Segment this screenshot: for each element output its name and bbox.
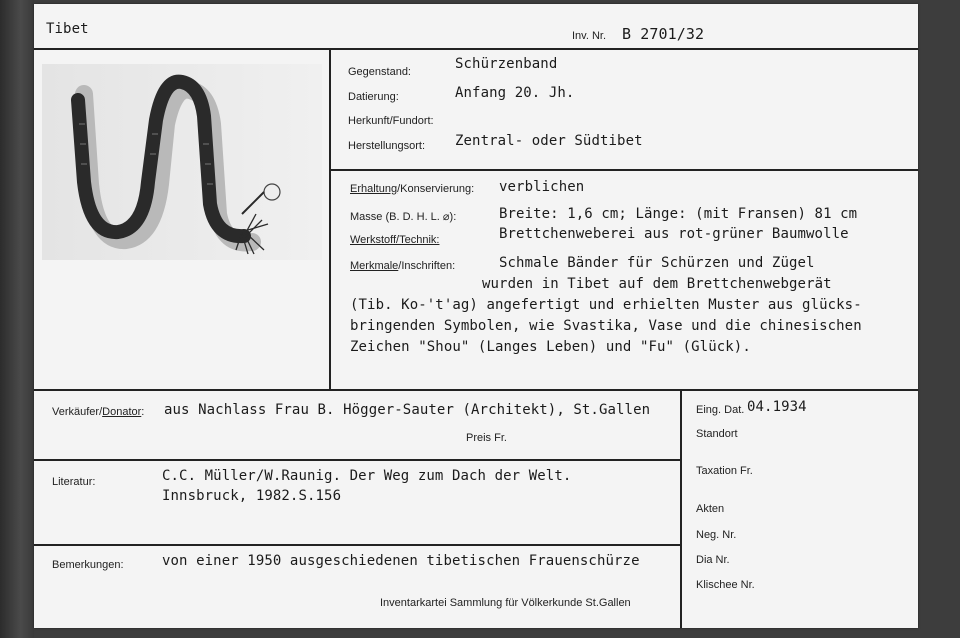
merkmale-line-1: Schmale Bänder für Schürzen und Zügel (499, 255, 815, 271)
sash-image (42, 64, 322, 260)
merkmale-label-rest: /Inschriften: (398, 260, 456, 272)
verkaeufer-value: aus Nachlass Frau B. Högger-Sauter (Architekt), St.Gallen (164, 402, 651, 418)
photo-divider (329, 48, 331, 390)
merkmale-line-4: bringenden Symbolen, wie Svastika, Vase und die chinesischen (350, 318, 862, 334)
verkaeufer-label (52, 406, 144, 418)
merkmale-label (350, 260, 455, 272)
fields-rule (329, 169, 918, 171)
inventory-card (34, 4, 918, 628)
bemerkungen-rule-top (34, 544, 680, 546)
eing-dat-value: 04.1934 (747, 399, 807, 415)
inv-number-label: Inv. Nr. (572, 30, 607, 42)
object-photo (42, 64, 322, 260)
donator-label-underlined: Donator (102, 406, 142, 418)
merkmale-label-underlined: Merkmale (350, 260, 399, 272)
eing-dat-label: Eing. Dat. (696, 404, 745, 416)
bemerkungen-label: Bemerkungen: (52, 559, 124, 571)
bemerkungen-value: von einer 1950 ausgeschiedenen tibetischen Frauenschürze (162, 553, 640, 569)
neg-nr-label: Neg. Nr. (696, 529, 737, 541)
erhaltung-label-rest: /Konservierung: (397, 183, 475, 195)
side-divider (680, 389, 682, 628)
card-footer: Inventarkartei Sammlung für Völkerkunde St.Gallen (380, 597, 631, 609)
literatur-label: Literatur: (52, 476, 96, 488)
masse-value: Breite: 1,6 cm; Länge: (mit Fransen) 81 cm (499, 206, 858, 222)
merkmale-line-3: (Tib. Ko-'t'ag) angefertigt und erhielten Muster aus glücks- (350, 297, 862, 313)
taxation-label: Taxation Fr. (696, 465, 753, 477)
gegenstand-label: Gegenstand: (348, 66, 411, 78)
preis-label: Preis Fr. (466, 432, 507, 444)
gegenstand-value: Schürzenband (455, 56, 558, 72)
werkstoff-label: Werkstoff/Technik: (350, 234, 440, 246)
klischee-nr-label: Klischee Nr. (696, 579, 755, 591)
standort-label: Standort (696, 428, 738, 440)
herkunft-label: Herkunft/Fundort: (348, 115, 434, 127)
datierung-value: Anfang 20. Jh. (455, 85, 575, 101)
herstellungsort-label: Herstellungsort: (348, 140, 426, 152)
verkaeufer-label-part: Verkäufer/ (52, 406, 103, 418)
inv-number: B 2701/32 (622, 25, 705, 43)
lower-rule (34, 389, 918, 391)
verkaeufer-label-colon: : (141, 406, 145, 418)
werkstoff-value: Brettchenweberei aus rot-grüner Baumwolle (499, 226, 849, 242)
literatur-rule-top (34, 459, 680, 461)
dia-nr-label: Dia Nr. (696, 554, 730, 566)
erhaltung-label (350, 183, 474, 195)
merkmale-line-5: Zeichen "Shou" (Langes Leben) und "Fu" (Glück). (350, 339, 751, 355)
region-title: Tibet (46, 21, 89, 37)
literatur-line-2: Innsbruck, 1982.S.156 (162, 488, 342, 504)
merkmale-line-2: wurden in Tibet auf dem Brettchenwebgerät (482, 276, 832, 292)
background-edge (0, 0, 34, 638)
erhaltung-value: verblichen (499, 179, 585, 195)
akten-label: Akten (696, 503, 725, 515)
literatur-line-1: C.C. Müller/W.Raunig. Der Weg zum Dach der Welt. (162, 468, 572, 484)
masse-label: Masse (B. D. H. L. ⌀): (350, 211, 457, 223)
datierung-label: Datierung: (348, 91, 399, 103)
herstellungsort-value: Zentral- oder Südtibet (455, 133, 643, 149)
erhaltung-label-underlined: Erhaltung (350, 183, 398, 195)
header-rule (34, 48, 918, 50)
